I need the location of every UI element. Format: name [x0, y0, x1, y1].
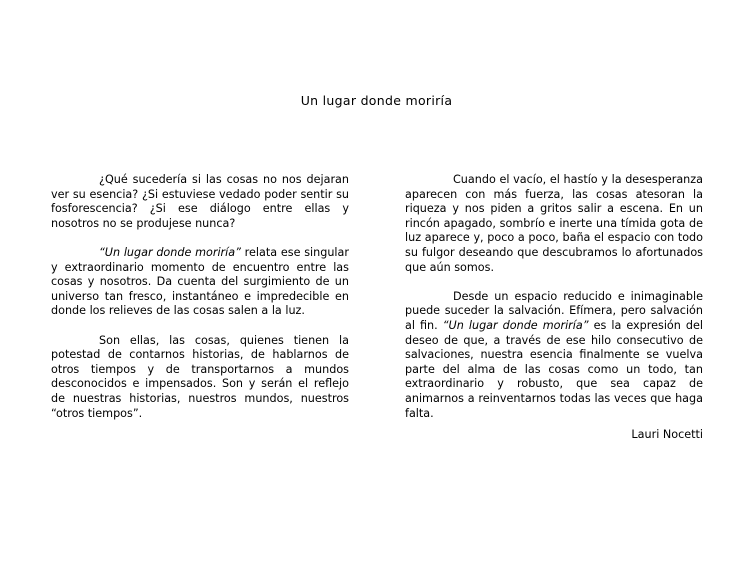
author-signature: Lauri Nocetti: [631, 428, 703, 442]
right-paragraph-2: [405, 290, 703, 421]
left-paragraph-2-text: relata ese singular y extraordinario momento de encuentro entre las cosas y nosotros. Da cuenta del surgimiento de un universo tan fresco, instantáneo e impredecible en donde los relieves de las cosas salen a la luz.: [51, 245, 349, 318]
title-quote: “Un lugar donde moriría”: [442, 318, 589, 332]
right-column: [405, 173, 703, 443]
left-paragraph-1: ¿Qué sucedería si las cosas no nos dejaran ver su esencia? ¿Si estuviese vedado poder sentir su fosforescencia? ¿Si ese diálogo entre ellas y nosotros no se produjese nunca?: [51, 173, 349, 230]
right-paragraph-1: Cuando el vacío, el hastío y la desesperanza aparecen con más fuerza, las cosas atesoran la riqueza y nos piden a gritos salir a escena. En un rincón apagado, sombrío e inerte una tímida gota de luz aparece y, poco a poco, baña el espacio con todo su fulgor deseando que descubramos lo afortunados que aún somos.: [405, 173, 703, 274]
left-column: [51, 173, 349, 421]
document-title: Un lugar donde moriría: [300, 93, 453, 108]
left-paragraph-3: Son ellas, las cosas, quienes tienen la potestad de contarnos historias, de hablarnos de otros tiempos y de transportarnos a mundos desconocidos e impensados. Son y serán el reflejo de nuestras historias, nuestros mundos, nuestros “otros tiempos”.: [51, 333, 349, 420]
right-paragraph-2-text: es la expresión del deseo de que, a través de ese hilo consecutivo de salvaciones, nuestra esencia finalmente se vuelva parte del alma de las cosas como un todo, tan extraordinario y robusto, que sea capaz de animarnos a reinventarnos todas las veces que haga falta.: [405, 318, 703, 420]
title-quote: “Un lugar donde moriría”: [99, 245, 241, 259]
right-paragraph-2-intro: Desde un espacio reducido e inimaginable puede suceder la salvación. Efímera, pero salvación al fin.: [405, 289, 703, 332]
left-paragraph-2: [51, 246, 349, 319]
